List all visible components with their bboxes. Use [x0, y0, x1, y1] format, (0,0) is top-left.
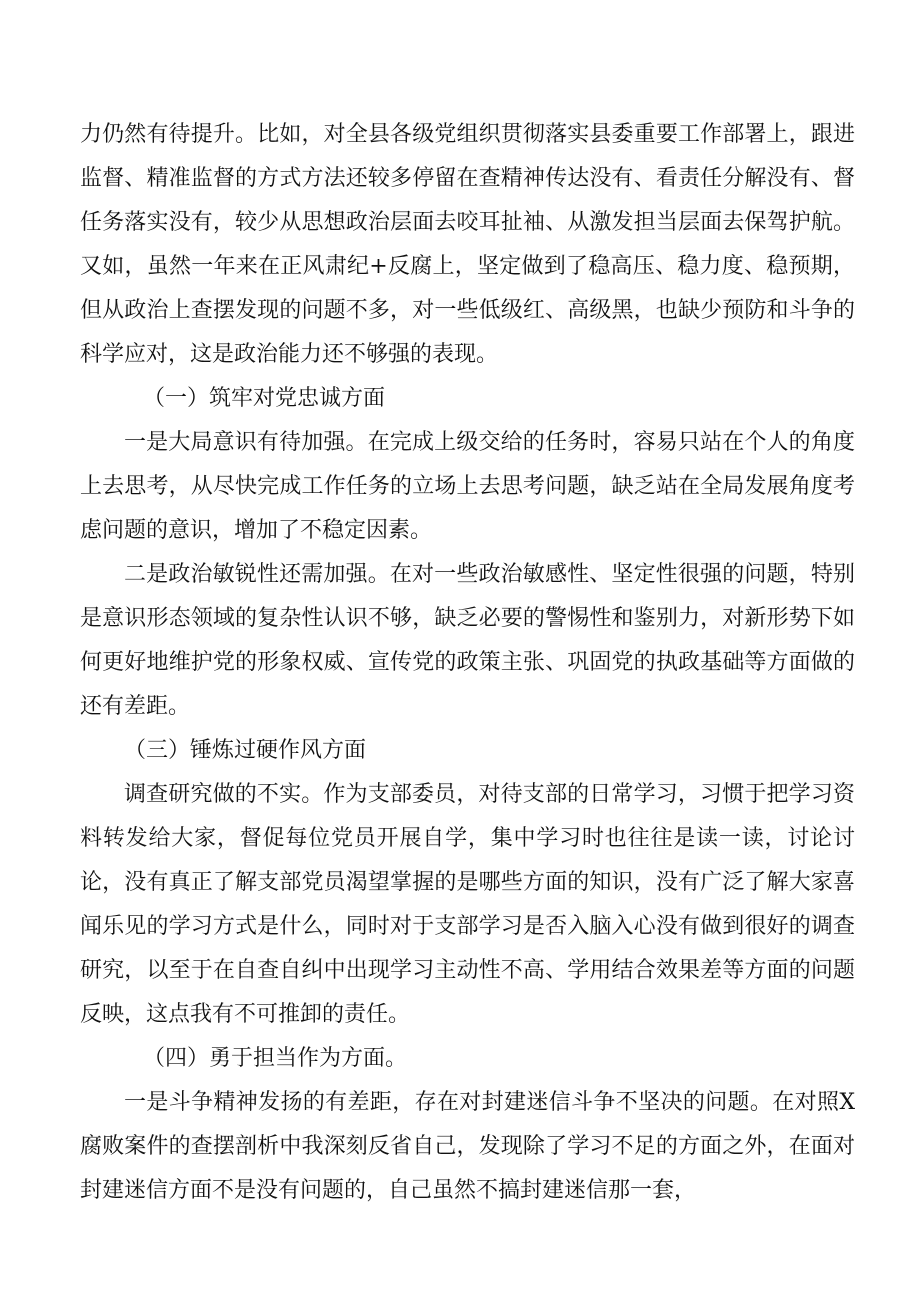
paragraph-research: 调查研究做的不实。作为支部委员，对待支部的日常学习，习惯于把学习资料转发给大家，督促每位党员开展自学，集中学习时也往往是读一读，讨论讨论，没有真正了解支部党员渴望掌握的是哪些方面的知识，没有广泛了解大家喜闻乐见的学习方式是什么，同时对于支部学习是否入脑入心没有做到很好的调查研究，以至于在自查自纠中出现学习主动性不高、学用结合效果差等方面的问题反映，这点我有不可推卸的责任。 [80, 782, 855, 1027]
section-heading-responsibility: （四）勇于担当作为方面。 [143, 1046, 408, 1071]
paragraph-overall-awareness: 一是大局意识有待加强。在完成上级交给的任务时，容易只站在个人的角度上去思考，从尽快完成工作任务的立场上去思考问题，缺乏站在全局发展角度考虑问题的意识，增加了不稳定因素。 [80, 430, 855, 543]
paragraph-political-sensitivity: 二是政治敏锐性还需加强。在对一些政治敏感性、坚定性很强的问题，特别是意识形态领域的复杂性认识不够，缺乏必要的警惕性和鉴别力，对新形势下如何更好地维护党的形象权威、宣传党的政策主张、巩固党的执政基础等方面做的还有差距。 [80, 562, 855, 719]
document-body [80, 113, 855, 1213]
section-heading-work-style: （三）锤炼过硬作风方面 [124, 738, 367, 763]
paragraph-struggle-spirit: 一是斗争精神发扬的有差距，存在对封建迷信斗争不坚决的问题。在对照X腐败案件的查摆剖析中我深刻反省自己，发现除了学习不足的方面之外，在面对封建迷信方面不是没有问题的，自己虽然不搞封建迷信那一套， [80, 1090, 855, 1203]
section-heading-loyalty: （一）筑牢对党忠诚方面 [143, 386, 386, 411]
paragraph-political-capability: 力仍然有待提升。比如，对全县各级党组织贯彻落实县委重要工作部署上，跟进监督、精准监督的方式方法还较多停留在查精神传达没有、看责任分解没有、督任务落实没有，较少从思想政治层面去咬耳扯袖、从激发担当层面去保驾护航。又如，虽然一年来在正风肃纪+反腐上，坚定做到了稳高压、稳力度、稳预期，但从政治上查摆发现的问题不多，对一些低级红、高级黑，也缺少预防和斗争的科学应对，这是政治能力还不够强的表现。 [80, 122, 855, 367]
